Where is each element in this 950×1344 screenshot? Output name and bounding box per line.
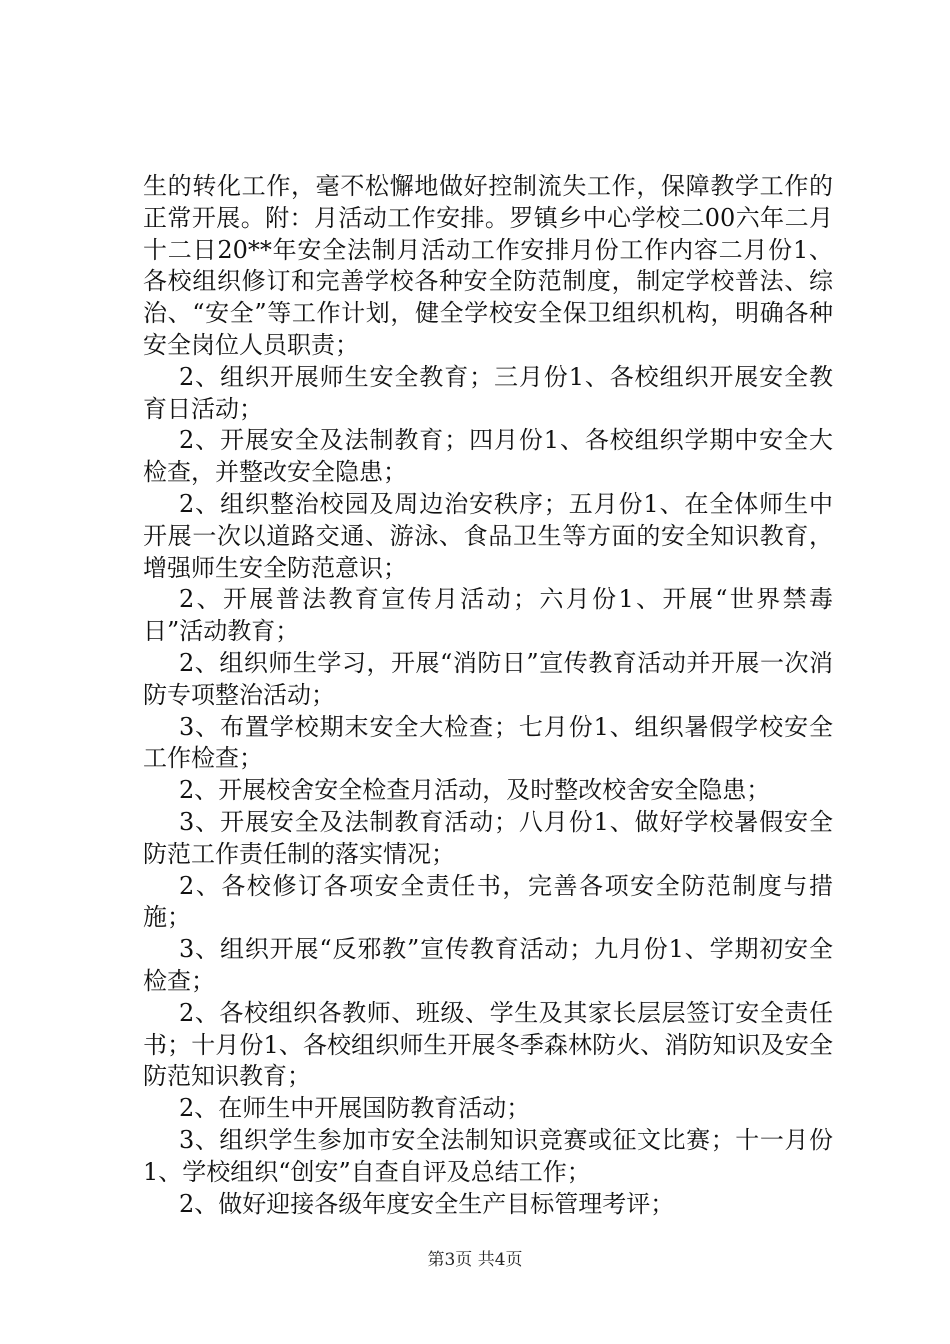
document-body bbox=[143, 171, 833, 1220]
paragraph-11: 3、组织开展“反邪教”宣传教育活动；九月份1、学期初安全检查； bbox=[143, 935, 833, 995]
paragraph-13: 2、在师生中开展国防教育活动； bbox=[179, 1094, 531, 1123]
paragraph-1: 生的转化工作，毫不松懈地做好控制流失工作，保障教学工作的正常开展。附：月活动工作安排。罗镇乡中心学校二00六年二月十二日20**年安全法制月活动工作安排月份工作内容二月份1、各校组织修订和完善学校各种安全防范制度，制定学校普法、综治、“安全”等工作计划，健全学校安全保卫组织机构，明确各种安全岗位人员职责； bbox=[143, 172, 833, 359]
paragraph-7: 3、布置学校期末安全大检查；七月份1、组织暑假学校安全工作检查； bbox=[143, 712, 833, 773]
paragraph-5: 2、开展普法教育宣传月活动；六月份1、开展“世界禁毒日”活动教育； bbox=[143, 585, 833, 646]
paragraph-3: 2、开展安全及法制教育；四月份1、各校组织学期中安全大检查，并整改安全隐患； bbox=[143, 426, 833, 487]
paragraph-14: 3、组织学生参加市安全法制知识竞赛或征文比赛；十一月份1、学校组织“创安”自查自评及总结工作； bbox=[143, 1125, 833, 1186]
paragraph-12: 2、各校组织各教师、班级、学生及其家长层层签订安全责任书；十月份1、各校组织师生开展冬季森林防火、消防知识及安全防范知识教育； bbox=[143, 998, 833, 1091]
paragraph-10: 2、各校修订各项安全责任书，完善各项安全防范制度与措施； bbox=[143, 871, 833, 932]
paragraph-15: 2、做好迎接各级年度安全生产目标管理考评； bbox=[179, 1189, 675, 1218]
paragraph-9: 3、开展安全及法制教育活动；八月份1、做好学校暑假安全防范工作责任制的落实情况； bbox=[143, 807, 833, 868]
paragraph-6: 2、组织师生学习，开展“消防日”宣传教育活动并开展一次消防专项整治活动； bbox=[143, 648, 833, 709]
paragraph-4: 2、组织整治校园及周边治安秩序；五月份1、在全体师生中开展一次以道路交通、游泳、食品卫生等方面的安全知识教育，增强师生安全防范意识； bbox=[143, 489, 833, 582]
paragraph-8: 2、开展校舍安全检查月活动，及时整改校舍安全隐患； bbox=[179, 776, 771, 805]
paragraph-2: 2、组织开展师生安全教育；三月份1、各校组织开展安全教育日活动； bbox=[143, 362, 833, 423]
page-number-footer: 第3页 共4页 bbox=[427, 1250, 523, 1270]
